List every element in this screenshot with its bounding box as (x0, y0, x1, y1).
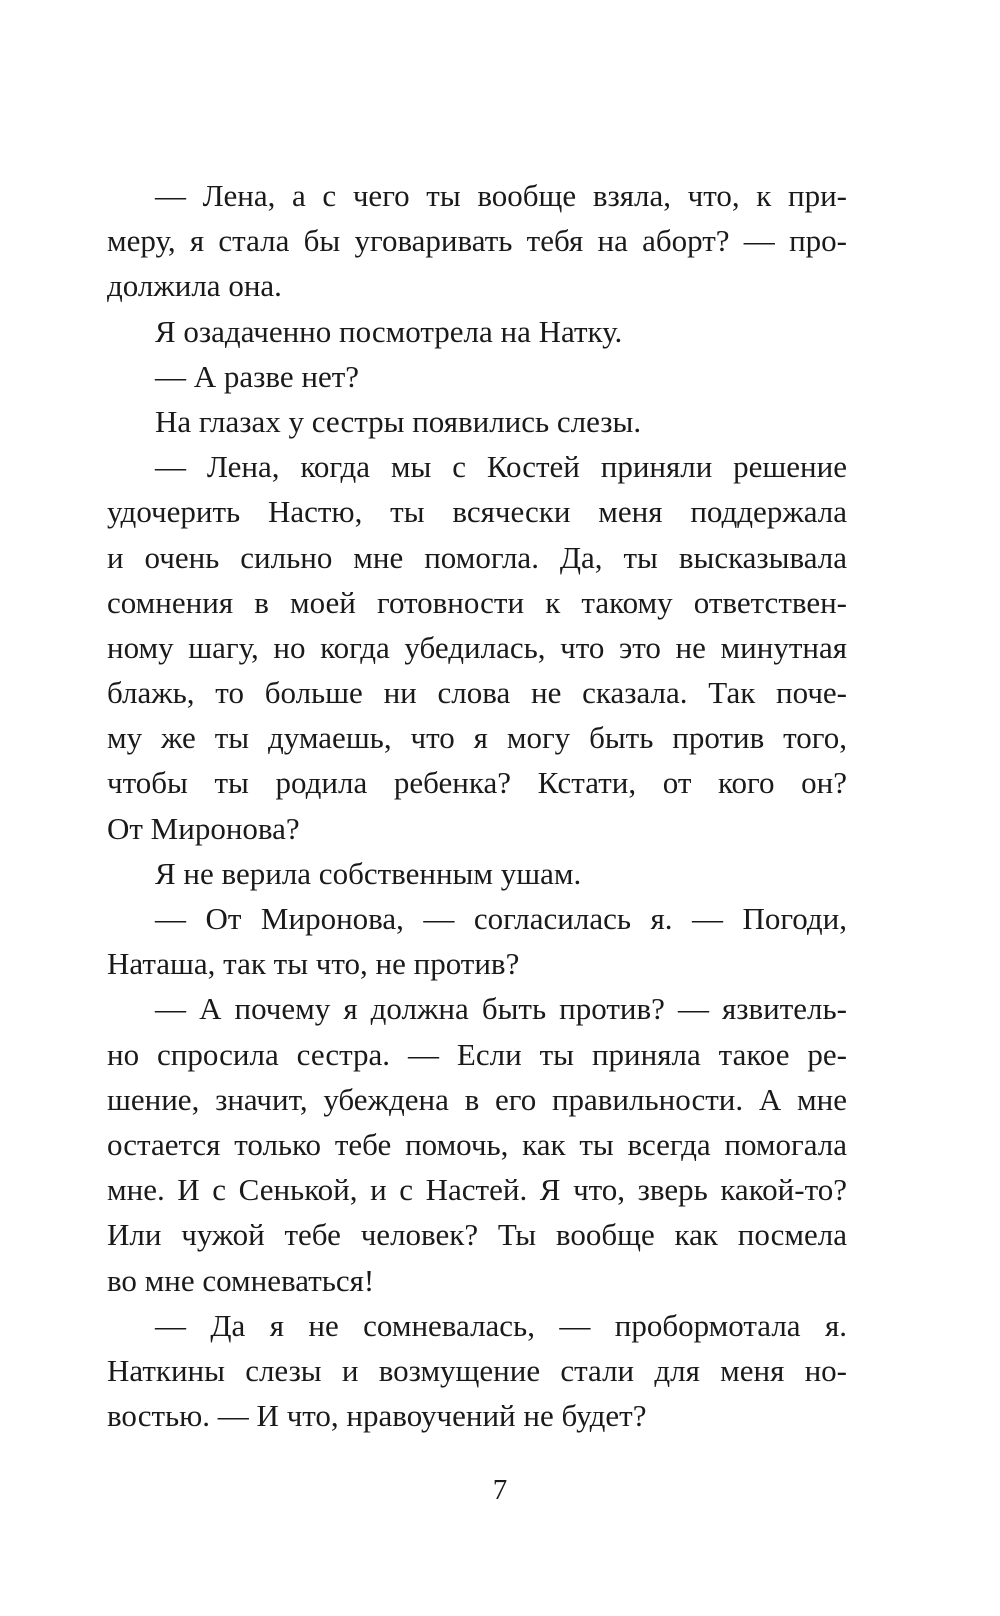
text-line: мне. И с Сенькой, и с Настей. Я что, зверь какой-то? (107, 1172, 847, 1208)
text-line: ному шагу, но когда убедилась, что это не минутная (107, 629, 847, 665)
text-line: во мне сомневаться! (107, 1262, 375, 1298)
text-line: Я не верила собственным ушам. (155, 855, 582, 891)
text-line: Или чужой тебе человек? Ты вообще как посмела (107, 1217, 847, 1253)
text-line: меру, я стала бы уговаривать тебя на аборт? — про- (107, 223, 847, 259)
text-line: блажь, то больше ни слова не сказала. Так поче- (107, 675, 847, 711)
text-line: — Да я не сомневалась, — пробормотала я. (155, 1307, 847, 1343)
text-line: чтобы ты родила ребенка? Кстати, от кого он? (107, 765, 847, 801)
text-line: — А почему я должна быть против? — язвитель- (155, 991, 847, 1027)
text-line: удочерить Настю, ты всячески меня поддержала (107, 494, 847, 530)
text-line: Я озадаченно посмотрела на Натку. (155, 313, 623, 349)
text-line: На глазах у сестры появились слезы. (155, 403, 642, 439)
text-line: — От Миронова, — согласилась я. — Погоди, (155, 901, 847, 936)
page-number: 7 (492, 1474, 508, 1506)
text-line: востью. — И что, нравоучений не будет? (107, 1398, 647, 1434)
text-line: му же ты думаешь, что я могу быть против того, (107, 720, 847, 756)
text-line: сомнения в моей готовности к такому ответствен- (107, 584, 847, 620)
text-line: шение, значит, убеждена в его правильности. А мне (107, 1081, 847, 1117)
text-line: — Лена, когда мы с Костей приняли решение (155, 449, 847, 485)
text-line: — Лена, а с чего ты вообще взяла, что, к при- (155, 178, 847, 213)
text-line: Наташа, так ты что, не против? (107, 946, 520, 982)
text-line: и очень сильно мне помогла. Да, ты высказывала (107, 539, 847, 575)
text-line: остается только тебе помочь, как ты всегда помогала (107, 1126, 847, 1162)
text-line: но спросила сестра. — Если ты приняла такое ре- (107, 1036, 847, 1072)
text-line: От Миронова? (107, 810, 300, 846)
body-text (107, 173, 847, 1438)
text-line: Наткины слезы и возмущение стали для меня но- (107, 1352, 847, 1388)
text-line: — А разве нет? (155, 358, 360, 394)
text-line: должила она. (107, 268, 282, 304)
